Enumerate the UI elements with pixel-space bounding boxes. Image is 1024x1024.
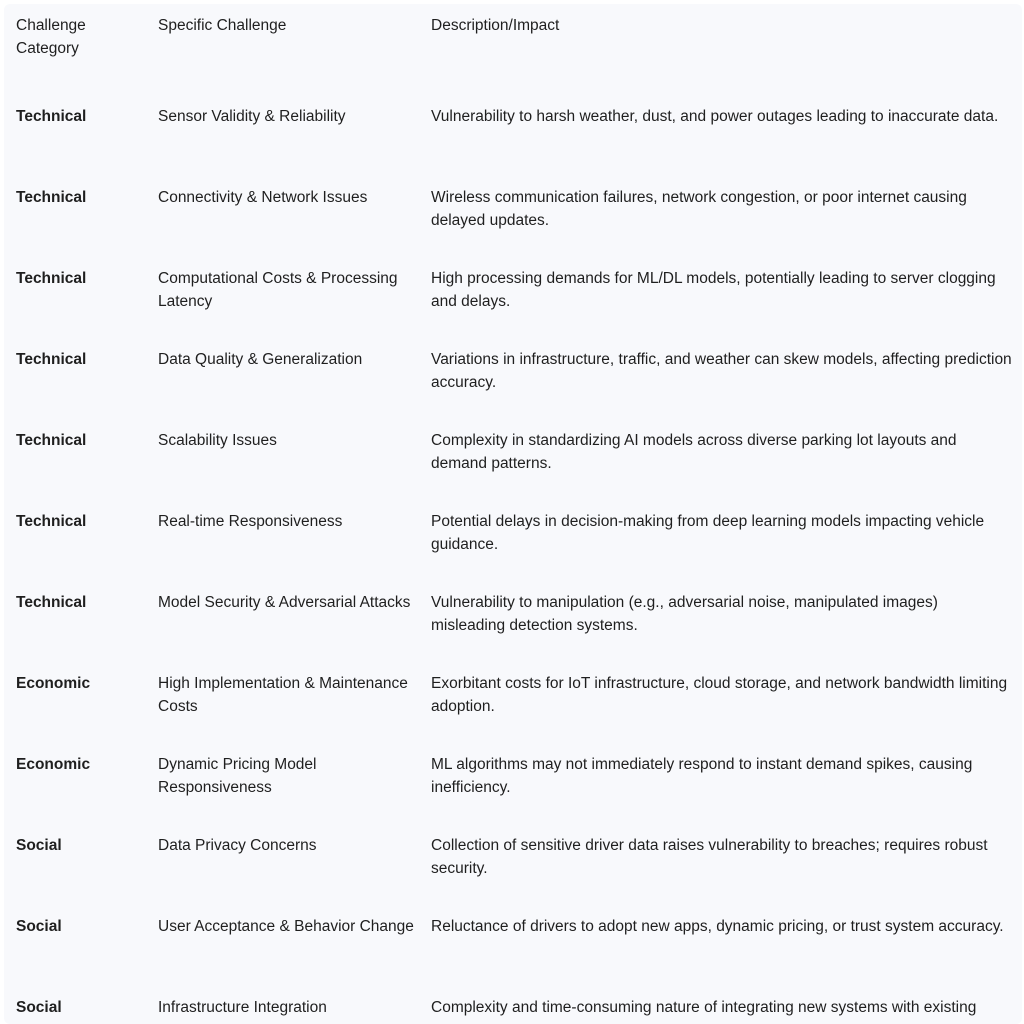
description-cell: Vulnerability to harsh weather, dust, and power outages leading to inaccurate data.	[431, 108, 999, 125]
challenges-table	[4, 4, 1014, 1024]
category-cell: Social	[16, 999, 62, 1016]
challenge-cell: Infrastructure Integration	[158, 999, 327, 1016]
table-row	[4, 662, 1014, 743]
description-cell: Variations in infrastructure, traffic, and weather can skew models, affecting prediction accuracy.	[431, 351, 1012, 391]
challenge-cell: User Acceptance & Behavior Change	[158, 918, 414, 935]
challenge-cell: Data Privacy Concerns	[158, 837, 317, 854]
header-row	[4, 4, 1014, 95]
category-cell: Technical	[16, 432, 87, 449]
category-cell: Social	[16, 837, 62, 854]
challenge-cell: High Implementation & Maintenance Costs	[158, 675, 408, 715]
description-cell: Vulnerability to manipulation (e.g., adversarial noise, manipulated images) misleading detection systems.	[431, 594, 938, 634]
challenge-cell: Sensor Validity & Reliability	[158, 108, 346, 125]
category-cell: Technical	[16, 108, 87, 125]
description-cell: Reluctance of drivers to adopt new apps, dynamic pricing, or trust system accuracy.	[431, 918, 1004, 935]
header-description-impact: Description/Impact	[431, 17, 560, 34]
challenge-cell: Model Security & Adversarial Attacks	[158, 594, 411, 611]
category-cell: Economic	[16, 756, 91, 773]
table-row	[4, 743, 1014, 824]
description-cell: Exorbitant costs for IoT infrastructure, cloud storage, and network bandwidth limiting adoption.	[431, 675, 1008, 715]
challenge-cell: Real-time Responsiveness	[158, 513, 343, 530]
category-cell: Social	[16, 918, 62, 935]
description-cell: Complexity in standardizing AI models across diverse parking lot layouts and demand patterns.	[431, 432, 957, 472]
description-cell: ML algorithms may not immediately respond to instant demand spikes, causing inefficiency.	[431, 756, 973, 796]
table-row	[4, 581, 1014, 662]
challenge-cell: Dynamic Pricing Model Responsiveness	[158, 756, 317, 796]
category-cell: Economic	[16, 675, 91, 692]
category-cell: Technical	[16, 594, 87, 611]
table-body	[4, 95, 1014, 1024]
header-challenge-category: Challenge Category	[16, 17, 86, 57]
table-header	[4, 4, 1014, 95]
challenges-table-panel	[4, 4, 1022, 1024]
table-row	[4, 176, 1014, 257]
description-cell: Collection of sensitive driver data raises vulnerability to breaches; requires robust security.	[431, 837, 988, 877]
category-cell: Technical	[16, 513, 87, 530]
table-row	[4, 905, 1014, 986]
description-cell: Wireless communication failures, network congestion, or poor internet causing delayed updates.	[431, 189, 967, 229]
table-row	[4, 986, 1014, 1024]
challenge-cell: Connectivity & Network Issues	[158, 189, 368, 206]
table-row	[4, 419, 1014, 500]
challenge-cell: Scalability Issues	[158, 432, 277, 449]
challenge-cell: Data Quality & Generalization	[158, 351, 363, 368]
description-cell: High processing demands for ML/DL models, potentially leading to server clogging and delays.	[431, 270, 996, 310]
table-row	[4, 824, 1014, 905]
table-row	[4, 338, 1014, 419]
table-row	[4, 95, 1014, 176]
category-cell: Technical	[16, 351, 87, 368]
category-cell: Technical	[16, 189, 87, 206]
table-row	[4, 500, 1014, 581]
category-cell: Technical	[16, 270, 87, 287]
description-cell: Potential delays in decision-making from deep learning models impacting vehicle guidance.	[431, 513, 985, 553]
table-row	[4, 257, 1014, 338]
header-specific-challenge: Specific Challenge	[158, 17, 287, 34]
challenge-cell: Computational Costs & Processing Latency	[158, 270, 398, 310]
description-cell: Complexity and time-consuming nature of integrating new systems with existing	[431, 999, 977, 1016]
